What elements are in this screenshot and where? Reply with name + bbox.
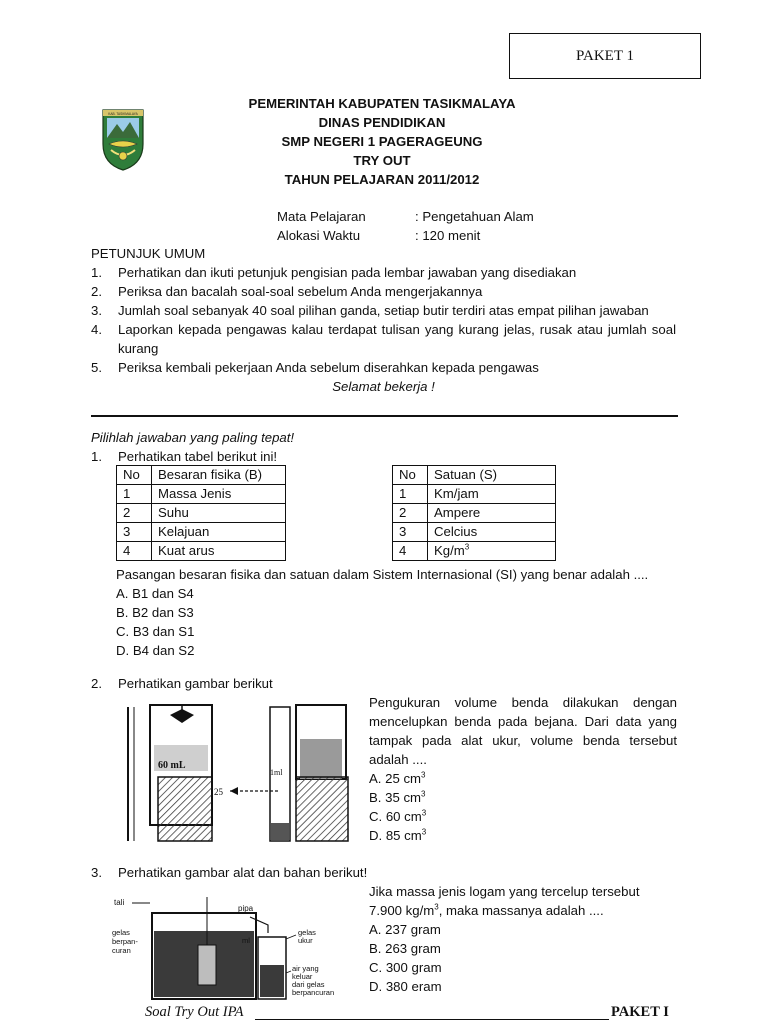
label-air-keluar: air yang bbox=[292, 964, 319, 973]
header-government: PEMERINTAH KABUPATEN TASIKMALAYA bbox=[248, 96, 516, 111]
option-b: B. B2 dan S3 bbox=[116, 605, 194, 620]
label-25: 25 bbox=[214, 787, 223, 797]
option-c: C. 300 gram bbox=[369, 960, 442, 975]
q1-table-besaran bbox=[116, 465, 286, 561]
table-row: 3 Kelajuan bbox=[117, 523, 286, 542]
footer-title: Soal Try Out IPA bbox=[145, 1004, 244, 1020]
label-gelas-berpancuran: gelas bbox=[112, 928, 130, 937]
table-row: 1 Massa Jenis bbox=[117, 485, 286, 504]
paket-box: PAKET 1 bbox=[509, 33, 701, 79]
meta-label: Mata Pelajaran bbox=[277, 209, 366, 224]
exam-meta bbox=[277, 207, 534, 245]
table-row: 4 Kuat arus bbox=[117, 542, 286, 561]
q2-stem: 2. Perhatikan gambar berikut bbox=[91, 676, 273, 691]
header-year: TAHUN PELAJARAN 2011/2012 bbox=[284, 172, 480, 187]
instruction-item: 2. Periksa dan bacalah soal-soal sebelum Anda mengerjakannya bbox=[91, 284, 483, 299]
table-row: 3 Celcius bbox=[393, 523, 556, 542]
label-60ml: 60 mL bbox=[158, 760, 186, 771]
q2-options bbox=[369, 769, 426, 845]
meta-value: : Pengetahuan Alam bbox=[415, 209, 534, 224]
q1-options bbox=[116, 584, 194, 660]
header-school: SMP NEGERI 1 PAGERAGEUNG bbox=[281, 134, 483, 149]
option-a: A. 237 gram bbox=[369, 922, 441, 937]
svg-text:berpan-: berpan- bbox=[112, 937, 138, 946]
instruction-item: 1. Perhatikan dan ikuti petunjuk pengisian pada lembar jawaban yang disediakan bbox=[91, 265, 577, 280]
q3-options bbox=[369, 920, 442, 996]
header-tryout: TRY OUT bbox=[353, 153, 411, 168]
svg-text:ukur: ukur bbox=[298, 936, 313, 945]
answer-prompt: Pilihlah jawaban yang paling tepat! bbox=[91, 430, 295, 445]
metal-object bbox=[198, 945, 216, 985]
document-header bbox=[140, 94, 624, 189]
option-c: C. 60 $cm^3$ bbox=[369, 808, 427, 824]
q3-text: Jika massa jenis logam yang tercelup tersebut 7.900 $kg/m^3$, maka massanya adalah .... bbox=[369, 884, 640, 918]
meta-label: Alokasi Waktu bbox=[277, 228, 361, 243]
object-hanging bbox=[170, 709, 194, 723]
table-row: 1 Km/jam bbox=[393, 485, 556, 504]
label-ml: ml bbox=[242, 936, 250, 945]
option-d: D. B4 dan S2 bbox=[116, 643, 195, 658]
block-right bbox=[296, 777, 348, 841]
closing-text: Selamat bekerja ! bbox=[332, 379, 435, 394]
instruction-item: 4. Laporkan kepada pengawas kalau terdapat tulisan yang kurang jelas, rusak atau jumlah soal kurang bbox=[91, 322, 676, 356]
option-b: B. 35 $cm^3$ bbox=[369, 789, 426, 805]
header-department: DINAS PENDIDIKAN bbox=[318, 115, 446, 130]
footer-line bbox=[255, 1019, 609, 1020]
svg-text:berpancuran: berpancuran bbox=[292, 988, 335, 997]
label-1ml: 1ml bbox=[270, 768, 283, 777]
q2-text: Pengukuran volume benda dilakukan dengan mencelupkan benda pada bejana. Dari data yang tampak pada alat ukur, volume benda tersebut adalah .... bbox=[369, 695, 677, 767]
instruction-item: 3. Jumlah soal sebanyak 40 soal pilihan ganda, setiap butir terdiri atas empat pilihan jawaban bbox=[91, 303, 649, 318]
svg-text:curan: curan bbox=[112, 946, 131, 955]
q1-stem: 1. Perhatikan tabel berikut ini! bbox=[91, 449, 278, 464]
instructions-list bbox=[91, 263, 676, 396]
table-row: 2 Suhu bbox=[117, 504, 286, 523]
svg-text:dari gelas: dari gelas bbox=[292, 980, 325, 989]
divider bbox=[91, 415, 678, 417]
option-d: D. 85 $cm^3$ bbox=[369, 827, 427, 843]
table-header-row: No Besaran fisika (B) bbox=[117, 466, 286, 485]
q1-table-satuan bbox=[392, 465, 556, 561]
table-header-row: No Satuan (S) bbox=[393, 466, 556, 485]
label-pipa: pipa bbox=[238, 904, 254, 913]
meta-value: : 120 menit bbox=[415, 228, 481, 243]
crest-banner-text: KAB. TASIKMALAYA bbox=[108, 112, 138, 116]
table-row: 2 Ampere bbox=[393, 504, 556, 523]
label-tali: tali bbox=[114, 898, 125, 907]
option-a: A. B1 dan S4 bbox=[116, 586, 194, 601]
q2-figure bbox=[120, 695, 360, 847]
liquid-right bbox=[300, 739, 342, 779]
instruction-item: 5. Periksa kembali pekerjaan Anda sebelum diserahkan kepada pengawas bbox=[91, 360, 539, 375]
footer-paket: PAKET I bbox=[611, 1004, 669, 1020]
instructions-title: PETUNJUK UMUM bbox=[91, 246, 206, 261]
q3-figure bbox=[110, 893, 360, 1005]
option-c: C. B3 dan S1 bbox=[116, 624, 195, 639]
table-row: 4 $Kg/m^3$ bbox=[393, 542, 556, 561]
option-a: A. 25 $cm^3$ bbox=[369, 770, 426, 786]
q1-question: Pasangan besaran fisika dan satuan dalam Sistem Internasional (SI) yang benar adalah .... bbox=[116, 567, 649, 582]
label-gelas-ukur: gelas bbox=[298, 928, 316, 937]
option-b: B. 263 gram bbox=[369, 941, 441, 956]
svg-text:keluar: keluar bbox=[292, 972, 313, 981]
block-left bbox=[158, 777, 212, 841]
spout-pipe bbox=[250, 917, 268, 933]
option-d: D. 380 eram bbox=[369, 979, 442, 994]
q3-stem: 3. Perhatikan gambar alat dan bahan berikut! bbox=[91, 865, 368, 880]
